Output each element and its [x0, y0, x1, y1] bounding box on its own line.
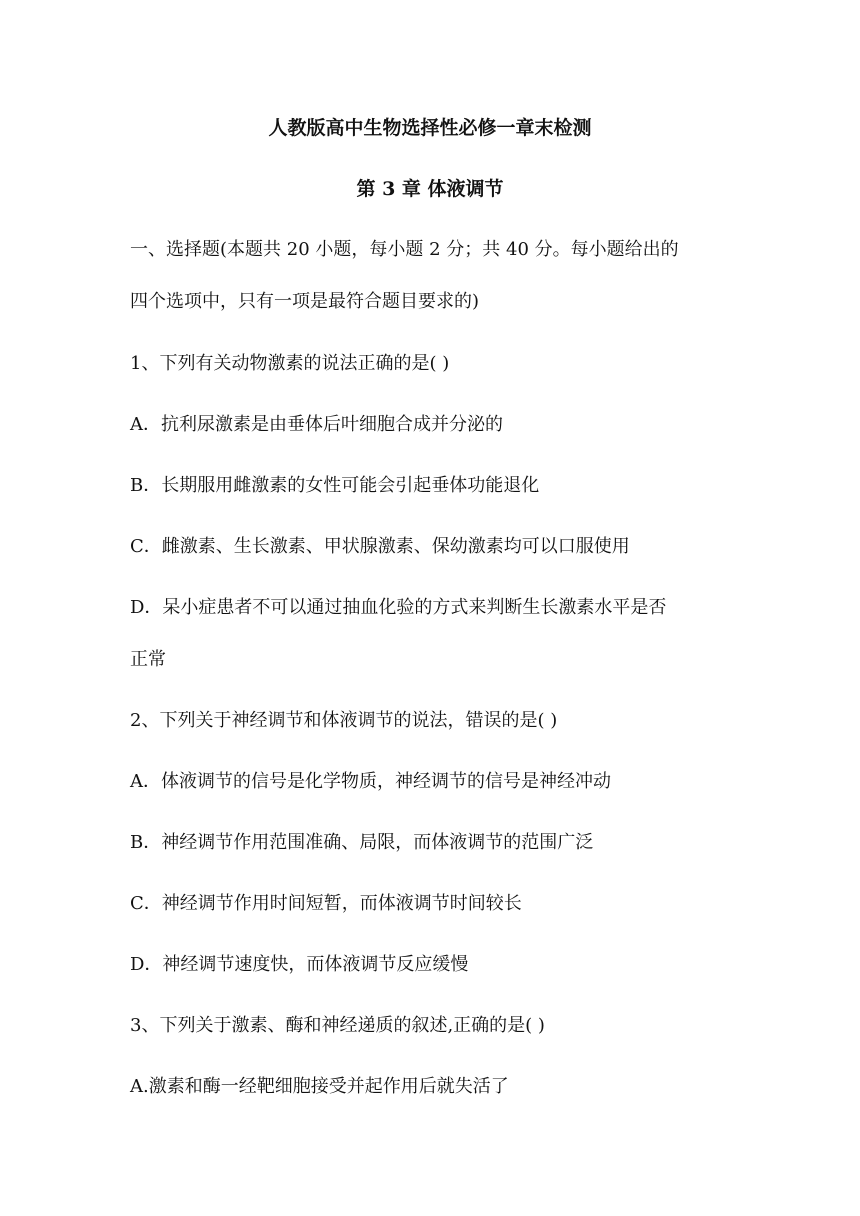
question-2-option-d: D．神经调节速度快，而体液调节反应缓慢	[130, 954, 469, 975]
question-2-option-c: C．神经调节作用时间短暂，而体液调节时间较长	[130, 893, 522, 914]
question-1-option-d-continued: 正常	[130, 649, 166, 670]
question-2-stem: 2、下列关于神经调节和体液调节的说法，错误的是( )	[130, 710, 558, 731]
question-2-option-a: A．体液调节的信号是化学物质，神经调节的信号是神经冲动	[130, 771, 611, 792]
question-1-stem: 1、下列有关动物激素的说法正确的是( )	[130, 353, 450, 374]
question-3-option-a: A.激素和酶一经靶细胞接受并起作用后就失活了	[130, 1076, 509, 1097]
chapter-title: 第 3 章 体液调节	[356, 178, 504, 200]
section-heading-line-2: 四个选项中，只有一项是最符合题目要求的)	[130, 291, 480, 312]
question-1-option-a: A．抗利尿激素是由垂体后叶细胞合成并分泌的	[130, 414, 503, 435]
question-2-option-b: B．神经调节作用范围准确、局限，而体液调节的范围广泛	[130, 832, 594, 853]
question-1-option-c: C．雌激素、生长激素、甲状腺激素、保幼激素均可以口服使用	[130, 536, 630, 557]
section-heading-line-1: 一、选择题(本题共 20 小题，每小题 2 分；共 40 分。每小题给出的	[130, 239, 679, 260]
question-1-option-b: B．长期服用雌激素的女性可能会引起垂体功能退化	[130, 475, 540, 496]
question-3-stem: 3、下列关于激素、酶和神经递质的叙述,正确的是( )	[130, 1015, 545, 1036]
document-title: 人教版高中生物选择性必修一章末检测	[268, 117, 592, 139]
question-1-option-d: D．呆小症患者不可以通过抽血化验的方式来判断生长激素水平是否	[130, 597, 667, 618]
